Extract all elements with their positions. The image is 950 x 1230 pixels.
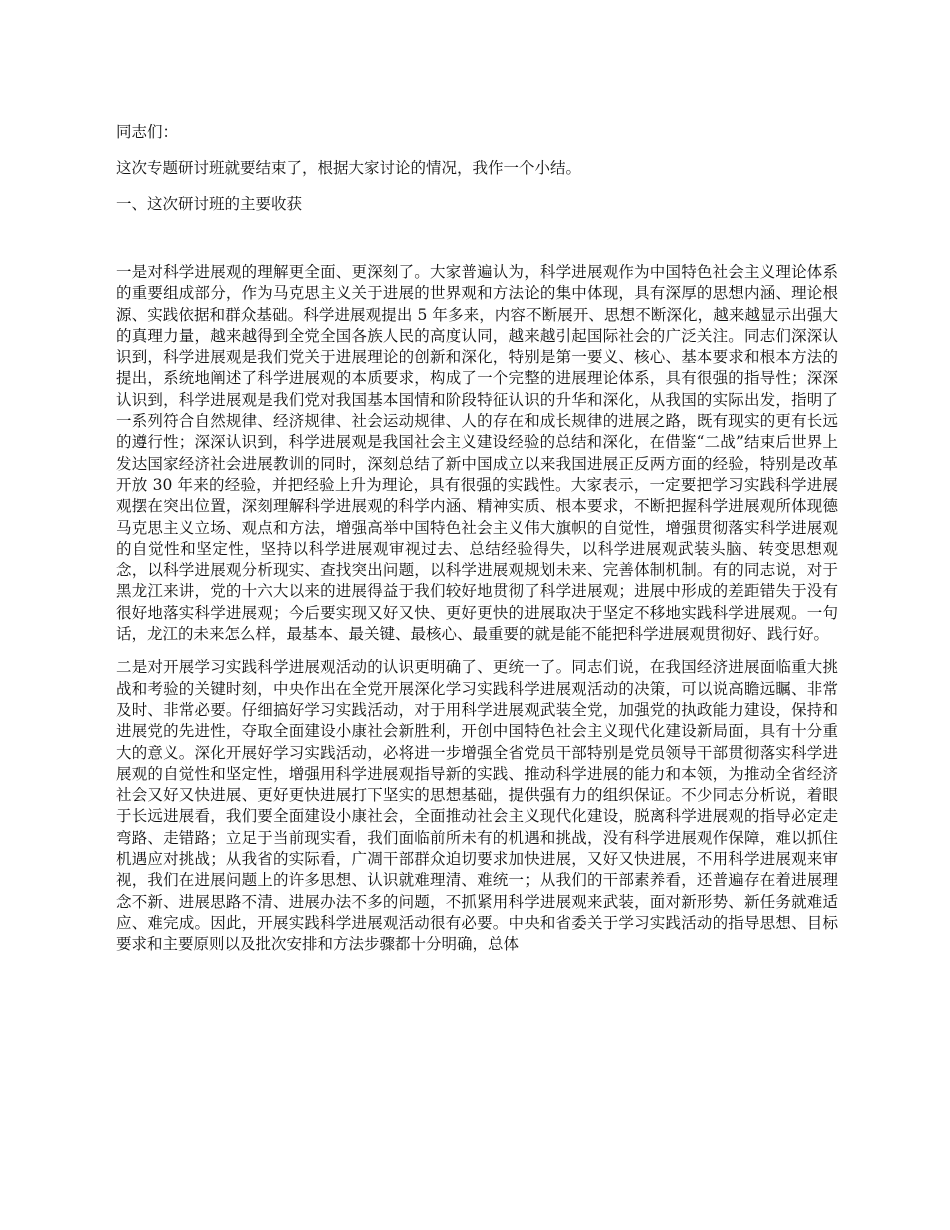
document-page [116,120,838,968]
body-paragraph-1: 一是对科学进展观的理解更全面、更深刻了。大家普遍认为，科学进展观作为中国特色社会主义理论体系的重要组成部分，作为马克思主义关于进展的世界观和方法论的集中体现，具有深厚的思想内涵、理论根源、实践依据和群众基础。科学进展观提出 5 年多来，内容不断展开、思想不断深化，越来越显示出强大的真理力量，越来越得到全党全国各族人民的高度认同，越来越引起国际社会的广泛关注。同志们深深认识到，科学进展观是我们党关于进展理论的创新和深化，特别是第一要义、核心、基本要求和根本方法的提出，系统地阐述了科学进展观的本质要求，构成了一个完整的进展理论体系，具有很强的指导性；深深认识到，科学进展观是我们党对我国基本国情和阶段特征认识的升华和深化，从我国的实际出发，指明了一系列符合自然规律、经济规律、社会运动规律、人的存在和成长规律的进展之路，既有现实的更有长远的遵行性；深深认识到，科学进展观是我国社会主义建设经验的总结和深化，在借鉴“二战”结束后世界上发达国家经济社会进展教训的同时，深刻总结了新中国成立以来我国进展正反两方面的经验，特别是改革开放 30 年来的经验，并把经验上升为理论，具有很强的实践性。大家表示，一定要把学习实践科学进展观摆在突出位置，深刻理解科学进展观的科学内涵、精神实质、根本要求，不断把握科学进展观所体现德马克思主义立场、观点和方法，增强高举中国特色社会主义伟大旗帜的自觉性，增强贯彻落实科学进展观的自觉性和坚定性，坚持以科学进展观审视过去、总结经验得失，以科学进展观武装头脑、转变思想观念，以科学进展观分析现实、查找突出问题，以科学进展观规划未来、完善体制机制。有的同志说，对于黑龙江来讲，党的十六大以来的进展得益于我们较好地贯彻了科学进展观；进展中形成的差距错失于没有很好地落实科学进展观；今后要实现又好又快、更好更快的进展取决于坚定不移地实践科学进展观。一句话，龙江的未来怎么样，最基本、最关键、最核心、最重要的就是能不能把科学进展观贯彻好、践行好。 [116,263,838,644]
body-paragraph-2: 二是对开展学习实践科学进展观活动的认识更明确了、更统一了。同志们说，在我国经济进展面临重大挑战和考验的关键时刻，中央作出在全党开展深化学习实践科学进展观活动的决策，可以说高瞻远瞩、非常及时、非常必要。仔细搞好学习实践活动，对于用科学进展观武装全党，加强党的执政能力建设，保持和进展党的先进性，夺取全面建设小康社会新胜利，开创中国特色社会主义现代化建设新局面，具有十分重大的意义。深化开展好学习实践活动，必将进一步增强全省党员干部特别是党员领导干部贯彻落实科学进展观的自觉性和坚定性，增强用科学进展观指导新的实践、推动科学进展的能力和本领，为推动全省经济社会又好又快进展、更好更快进展打下坚实的思想基础，提供强有力的组织保证。不少同志分析说，着眼于长远进展看，我们要全面建设小康社会，全面推动社会主义现代化建设，脱离科学进展观的指导必定走弯路、走错路；立足于当前现实看，我们面临前所未有的机遇和挑战，没有科学进展观作保障，难以抓住机遇应对挑战；从我省的实际看，广凋干部群众迫切要求加快进展，又好又快进展，不用科学进展观来审视，我们在进展问题上的许多思想、认识就难理清、难统一；从我们的干部素养看，还普遍存在着进展理念不新、进展思路不清、进展办法不多的问题，不抓紧用科学进展观来武装，面对新形势、新任务就难适应、难完成。因此，开展实践科学进展观活动很有必要。中央和省委关于学习实践活动的指导思想、目标要求和主要原则以及批次安排和方法步骤都十分明确，总体 [116,658,838,954]
section-heading: 一、这次研讨班的主要收获 [116,195,303,213]
salutation: 同志们： [116,123,179,141]
intro-paragraph: 这次专题研讨班就要结束了，根据大家讨论的情况，我作一个小结。 [116,159,582,177]
